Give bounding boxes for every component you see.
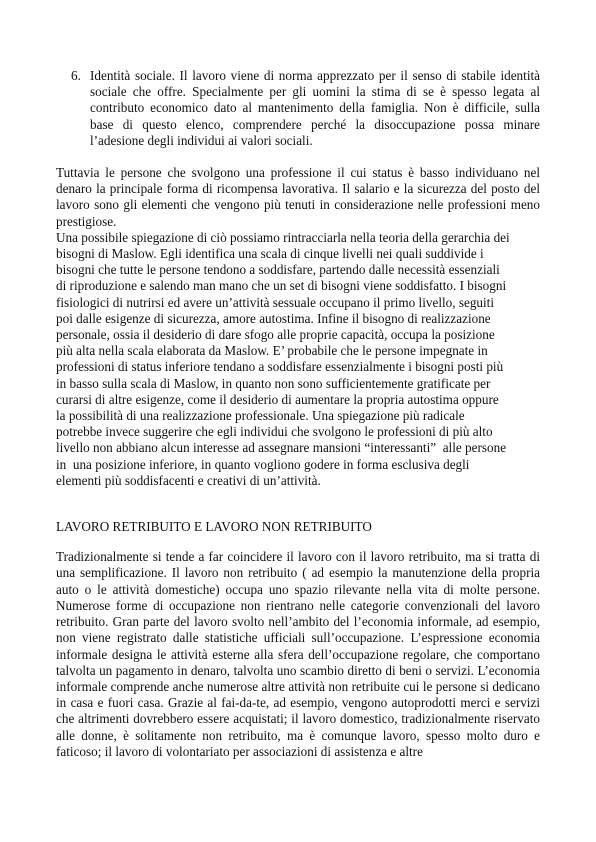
paragraph-line: bisogni che tutte le persone tendono a soddisfare, partendo dalle necessità essenziali: [56, 262, 500, 278]
document-page: [56, 68, 540, 760]
paragraph-line: poi dalle esigenze di sicurezza, amore autostima. Infine il bisogno di realizzazione: [56, 310, 491, 326]
paragraph-line: la possibilità di una realizzazione professionale. Una spiegazione più radicale: [56, 408, 465, 424]
paragraph-line: personale, ossia il desiderio di dare sfogo alle proprie capacità, occupa la posizione: [56, 327, 495, 343]
section-heading: LAVORO RETRIBUITO E LAVORO NON RETRIBUITO: [56, 519, 372, 535]
paragraph-lavoro-retribuito: Tradizionalmente si tende a far coincidere il lavoro con il lavoro retribuito, ma si tratta di una semplificazione. Il lavoro non retribuito ( ad esempio la manutenzione della propria auto o le attività domestiche) occupa uno spazio rilevante nella vita di molte persone. Numerose forme di occupazione non rientrano nelle categorie convenzionali del lavoro retribuito. Gran parte del lavoro svolto nell’ambito del l’economia informale, ad esempio, non viene registrato dalle statistiche ufficiali sull’occupazione. L’espressione economia informale designa le attività esterne alla sfera dell’occupazione regolare, che comportano talvolta un pagamento in denaro, talvolta uno scambio diretto di beni o servizi. L’economia informale comprende anche numerose altre attività non retribuite cui le persone si dedicano in casa e fuori casa. Grazie al fai-da-te, ad esempio, vengono autoprodotti merci e servizi che altrimenti dovrebbero essere acquistati; il lavoro domestico, tradizionalmente riservato alle donne, è solitamente non retribuito, ma è comunque lavoro, spesso molto duro e faticoso; il lavoro di volontariato per associazioni di assistenza e altre: [56, 549, 540, 759]
paragraph-line: potrebbe invece suggerire che egli individui che svolgono le professioni di più alto: [56, 424, 493, 440]
paragraph-line: livello non abbiano alcun interesse ad assegnare mansioni “interessanti” alle persone: [56, 440, 507, 456]
spacer: [56, 535, 540, 549]
list-item-text: Identità sociale. Il lavoro viene di norma apprezzato per il senso di stabile identità sociale che offre. Specialmente per gli uomini la stima di se è spesso legata al contributo economico dato al mantenimento della famiglia. Non è difficile, sulla base di questo elenco, comprendere perché la disoccupazione possa minare l’adesione degli individui ai valori sociali.: [90, 68, 540, 148]
paragraph-line: elementi più soddisfacenti e creativi di un’attività.: [56, 472, 321, 488]
paragraph-line: in una posizione inferiore, in quanto vogliono godere in forma esclusiva degli: [56, 456, 470, 472]
paragraph-line: bisogni di Maslow. Egli identifica una scala di cinque livelli nei quali suddivide i: [56, 246, 484, 262]
paragraph-maslow: [56, 230, 540, 489]
list-item-number: 6.: [71, 68, 81, 83]
paragraph-line: Una possibile spiegazione di ciò possiamo rintracciarla nella teoria della gerarchia dei: [56, 229, 510, 245]
paragraph-line: più alta nella scala elaborata da Maslow. E’ probabile che le persone impegnate in: [56, 343, 488, 359]
list-item-identita-sociale: [71, 68, 540, 149]
paragraph-line: in basso sulla scala di Maslow, in quanto non sono sufficientemente gratificate per: [56, 375, 491, 391]
paragraph-line: professioni di status inferiore tendano a soddisfare essenzialmente i bisogni posti più: [56, 359, 504, 375]
paragraph-line: curarsi di altre esigenze, come il desiderio di aumentare la propria autostima oppure: [56, 391, 499, 407]
spacer: [56, 489, 540, 519]
paragraph-line: di riproduzione e salendo man mano che un set di bisogni viene soddisfatto. I bisogni: [56, 278, 507, 294]
paragraph-line: fisiologici di nutrirsi ed avere un’attività sessuale occupano il primo livello, seguiti: [56, 294, 495, 310]
paragraph-status-denaro: Tuttavia le persone che svolgono una professione il cui status è basso individuano nel denaro la principale forma di ricompensa lavorativa. Il salario e la sicurezza del posto del lavoro sono gli elementi che vengono più tenuti in considerazione nelle professioni meno prestigiose.: [56, 165, 540, 229]
spacer: [56, 149, 540, 165]
